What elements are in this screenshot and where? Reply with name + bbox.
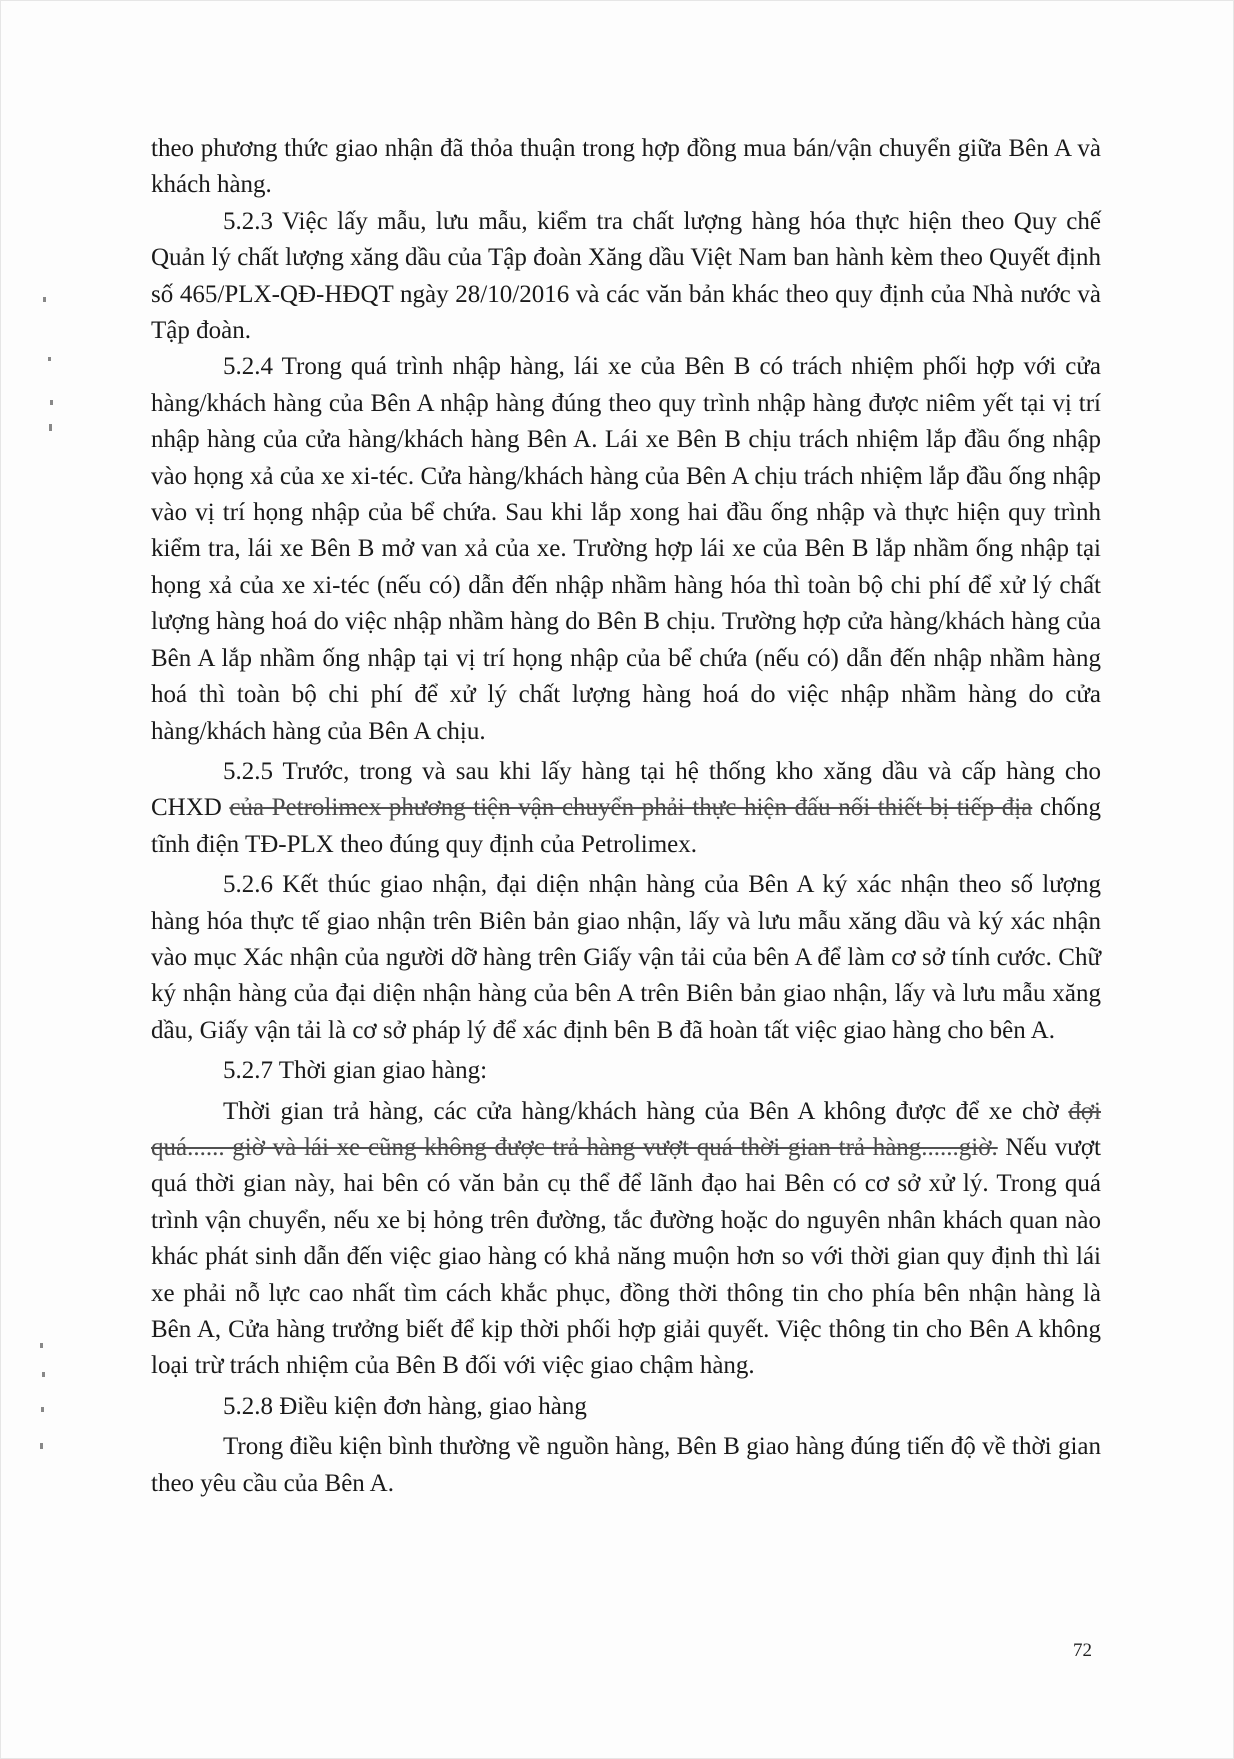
order-conditions-paragraph: Trong điều kiện bình thường về nguồn hàng, Bên B giao hàng đúng tiến độ về thời gian theo yêu cầu của Bên A. [151, 1433, 1101, 1497]
margin-mark [43, 297, 46, 302]
delivery-time-text: Nếu vượt quá thời gian này, hai bên có văn bản cụ thể để lãnh đạo hai Bên có cơ sở xử lý. Trong quá trình vận chuyển, nếu xe bị hỏng trên đường, tắc đường hoặc do nguyên nhân khách quan nào khác phát sinh dẫn đến việc giao hàng có khả năng muộn hơn so với thời gian quy định thì lái xe phải nỗ lực cao nhất tìm cách khắc phục, đồng thời thông tin cho phía bên nhận hàng là Bên A, Cửa hàng trưởng biết để kịp thời phối hợp giải quyết. Việc thông tin cho Bên A không loại trừ trách nhiệm của Bên B đối với việc giao chậm hàng. [151, 1133, 1102, 1380]
document-body [151, 131, 1101, 1502]
section-5-2-5-text: 5.2.5 Trước, trong và sau khi lấy hàng tại hệ thống kho xăng dầu và cấp hàng cho CHXD [151, 757, 1101, 822]
section-5-2-6: 5.2.6 Kết thúc giao nhận, đại diện nhận hàng của Bên A ký xác nhận theo số lượng hàng hóa thực tế giao nhận trên Biên bản giao nhận, lấy và lưu mẫu xăng dầu và ký xác nhận vào mục Xác nhận của người dỡ hàng trên Giấy vận tải của bên A để làm cơ sở tính cước. Chữ ký nhận hàng của đại diện nhận hàng của bên A trên Biên bản giao nhận, lấy và lưu mẫu xăng dầu, Giấy vận tải là cơ sở pháp lý để xác định bên B đã hoàn tất việc giao hàng cho bên A. [151, 871, 1101, 1044]
delivery-time-text: Thời gian trả hàng, các cửa hàng/khách hàng của Bên A không được để xe chờ [223, 1097, 1069, 1125]
section-5-2-7-heading: 5.2.7 Thời gian giao hàng: [223, 1057, 488, 1085]
section-5-2-8-heading: 5.2.8 Điều kiện đơn hàng, giao hàng [223, 1392, 587, 1420]
margin-mark [41, 1407, 44, 1412]
margin-mark [50, 400, 53, 405]
margin-mark [49, 424, 52, 431]
paragraph: theo phương thức giao nhận đã thỏa thuận trong hợp đồng mua bán/vận chuyển giữa Bên A và khách hàng. [151, 135, 1101, 199]
margin-mark [40, 1443, 43, 1449]
struck-through-text: của Petrolimex phương tiện vận chuyển phải thực hiện đấu nối thiết bị tiếp địa [229, 794, 1033, 822]
margin-mark [48, 357, 51, 361]
delivery-time-paragraph [151, 1094, 1101, 1385]
section-5-2-5-text: chống tĩnh điện TĐ-PLX theo đúng quy định của Petrolimex. [151, 794, 1101, 858]
struck-through-text: đợi quá...... giờ và lái xe cũng không được trả hàng vượt quá thời gian trả hàng......giờ. [151, 1097, 1101, 1161]
section-5-2-3: 5.2.3 Việc lấy mẫu, lưu mẫu, kiểm tra chất lượng hàng hóa thực hiện theo Quy chế Quản lý chất lượng xăng dầu của Tập đoàn Xăng dầu Việt Nam ban hành kèm theo Quyết định số 465/PLX-QĐ-HĐQT ngày 28/10/2016 và các văn bản khác theo quy định của Nhà nước và Tập đoàn. [151, 207, 1101, 345]
section-5-2-5 [151, 754, 1101, 863]
page-number: 72 [1073, 1640, 1092, 1661]
section-5-2-4: 5.2.4 Trong quá trình nhập hàng, lái xe của Bên B có trách nhiệm phối hợp với cửa hàng/khách hàng của Bên A nhập hàng đúng theo quy trình nhập hàng được niêm yết tại vị trí nhập hàng của cửa hàng/khách hàng Bên A. Lái xe Bên B chịu trách nhiệm lắp đầu ống nhập vào họng xả của xe xi-téc. Cửa hàng/khách hàng của Bên A chịu trách nhiệm lắp đầu ống nhập vào vị trí họng nhập của bể chứa. Sau khi lắp xong hai đầu ống nhập và thực hiện quy trình kiểm tra, lái xe Bên B mở van xả của xe. Trường hợp lái xe của Bên B lắp nhầm ống nhập tại họng xả của xe xi-téc (nếu có) dẫn đến nhập nhầm hàng hóa thì toàn bộ chi phí để xử lý chất lượng hàng hoá do việc nhập nhầm hàng do Bên B chịu. Trường hợp cửa hàng/khách hàng của Bên A lắp nhầm ống nhập tại vị trí họng nhập của bể chứa (nếu có) dẫn đến nhập nhầm hàng hoá thì toàn bộ chi phí để xử lý chất lượng hàng hoá do việc nhập nhầm hàng do cửa hàng/khách hàng của Bên A chịu. [151, 353, 1101, 745]
margin-mark [40, 1343, 43, 1348]
margin-mark [42, 1372, 45, 1377]
